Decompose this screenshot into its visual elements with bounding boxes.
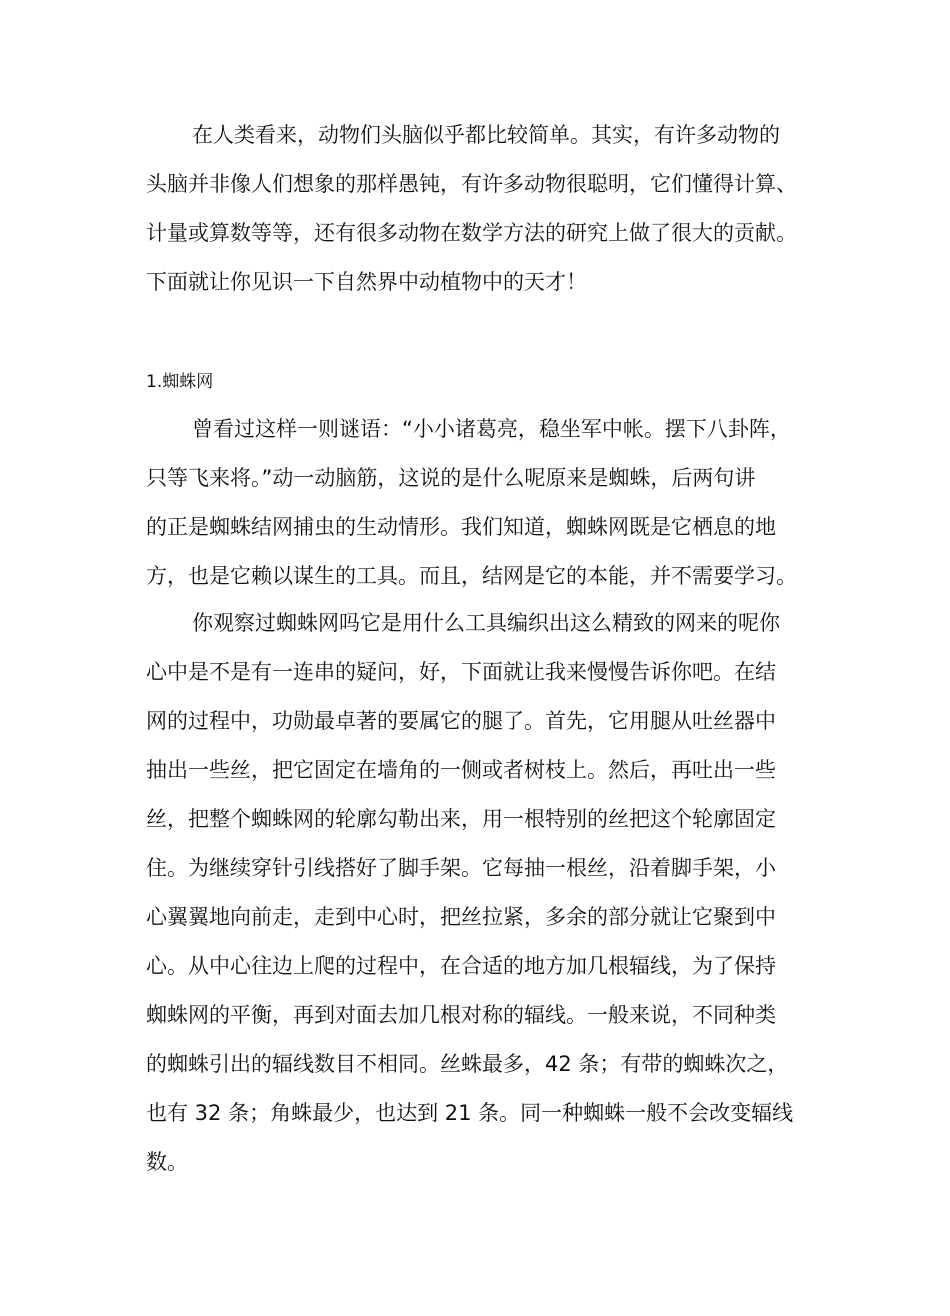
paragraph-line: 心。从中心往边上爬的过程中，在合适的地方加几根辐线，为了保持 <box>146 954 776 978</box>
paragraph-line: 丝，把整个蜘蛛网的轮廓勾勒出来，用一根特别的丝把这个轮廓固定 <box>146 807 776 831</box>
intro-line: 计量或算数等等，还有很多动物在数学方法的研究上做了很大的贡献。 <box>146 221 797 245</box>
paragraph-line: 网的过程中，功勋最卓著的要属它的腿了。首先，它用腿从吐丝器中 <box>146 709 776 733</box>
paragraph-line: 你观察过蜘蛛网吗它是用什么工具编织出这么精致的网来的呢你 <box>192 611 780 635</box>
intro-line: 下面就让你见识一下自然界中动植物中的天才！ <box>146 270 587 294</box>
paragraph-line: 方，也是它赖以谋生的工具。而且，结网是它的本能，并不需要学习。 <box>146 564 797 588</box>
paragraph-line: 数。 <box>146 1150 188 1174</box>
paragraph-line: 的蜘蛛引出的辐线数目不相同。丝蛛最多，42 条；有带的蜘蛛次之， <box>146 1052 789 1076</box>
paragraph-line: 住。为继续穿针引线搭好了脚手架。它每抽一根丝，沿着脚手架，小 <box>146 856 776 880</box>
paragraph-line: 心中是不是有一连串的疑问，好，下面就让我来慢慢告诉你吧。在结 <box>146 660 776 684</box>
paragraph-line: 曾看过这样一则谜语：“小小诸葛亮，稳坐军中帐。摆下八卦阵， <box>192 417 791 441</box>
paragraph-line: 也有 32 条；角蛛最少，也达到 21 条。同一种蜘蛛一般不会改变辐线 <box>146 1101 794 1125</box>
paragraph-line: 的正是蜘蛛结网捕虫的生动情形。我们知道，蜘蛛网既是它栖息的地 <box>146 515 776 539</box>
paragraph-line: 只等飞来将。”动一动脑筋，这说的是什么呢原来是蜘蛛，后两句讲 <box>146 466 756 490</box>
paragraph-line: 心翼翼地向前走，走到中心时，把丝拉紧，多余的部分就让它聚到中 <box>146 905 776 929</box>
paragraph-line: 蜘蛛网的平衡，再到对面去加几根对称的辐线。一般来说，不同种类 <box>146 1003 776 1027</box>
intro-line: 头脑并非像人们想象的那样愚钝，有许多动物很聪明，它们懂得计算、 <box>146 172 797 196</box>
section-heading: 1.蜘蛛网 <box>146 372 214 392</box>
paragraph-line: 抽出一些丝，把它固定在墙角的一侧或者树枝上。然后，再吐出一些 <box>146 758 776 782</box>
intro-line: 在人类看来，动物们头脑似乎都比较简单。其实，有许多动物的 <box>192 123 780 147</box>
